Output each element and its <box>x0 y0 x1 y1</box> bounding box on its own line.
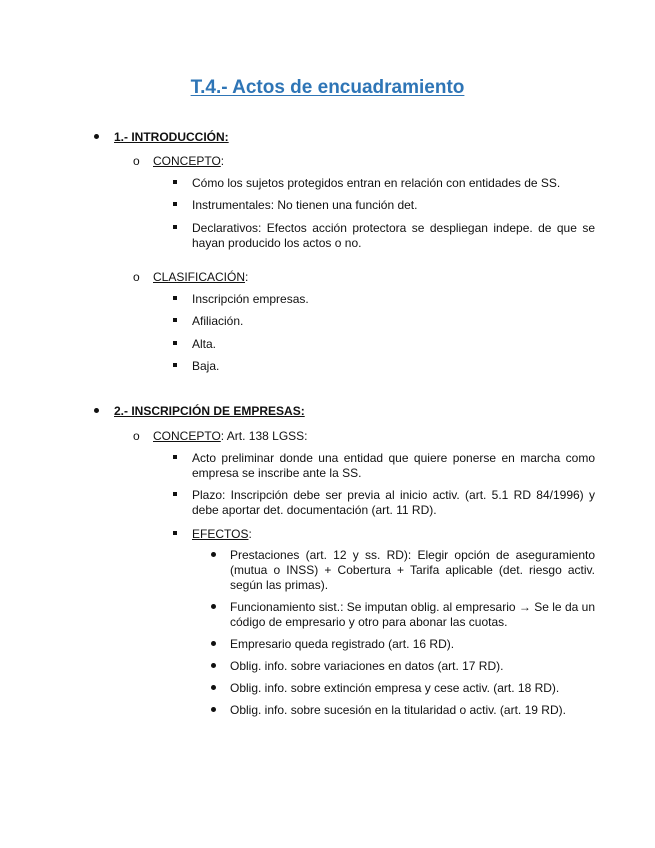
square-bullet <box>173 341 177 345</box>
list-item: Oblig. info. sobre variaciones en datos (art. 17 RD). <box>230 659 504 673</box>
list-item: Alta. <box>192 337 217 351</box>
square-bullet <box>173 455 177 459</box>
list-item: Prestaciones (art. 12 y ss. RD): Elegir opción de aseguramiento (mutua o INSS) + Cobertura + Tarifa aplicable (det. riesgo activ. según las primas). <box>230 548 595 592</box>
square-bullet <box>173 202 177 206</box>
round-bullet <box>211 552 216 557</box>
list-item: Baja. <box>192 359 220 373</box>
square-bullet <box>173 296 177 300</box>
section-heading: 2.- INSCRIPCIÓN DE EMPRESAS: <box>114 404 305 418</box>
square-bullet <box>173 531 177 535</box>
list-item: Acto preliminar donde una entidad que quiere ponerse en marcha como empresa se inscribe ante la SS. <box>192 451 595 480</box>
subheading-clasificacion: CLASIFICACIÓN: <box>153 270 249 284</box>
round-bullet <box>211 641 216 646</box>
list-item: Instrumentales: No tienen una función det. <box>192 198 418 212</box>
list-item: Afiliación. <box>192 314 244 328</box>
square-bullet <box>173 492 177 496</box>
subheading-concepto: CONCEPTO: <box>153 154 225 168</box>
list-item: Oblig. info. sobre extinción empresa y cese activ. (art. 18 RD). <box>230 681 560 695</box>
list-item: Cómo los sujetos protegidos entran en relación con entidades de SS. <box>192 176 561 190</box>
list-item: Oblig. info. sobre sucesión en la titularidad o activ. (art. 19 RD). <box>230 703 566 717</box>
square-bullet <box>173 180 177 184</box>
sub-bullet-o: o <box>133 270 140 284</box>
list-item: Inscripción empresas. <box>192 292 309 306</box>
list-item: Declarativos: Efectos acción protectora se despliegan indepe. de que se hayan producido los actos o no. <box>192 221 595 250</box>
list-item: Funcionamiento sist.: Se imputan oblig. al empresario → Se le da un código de empresario y otro para abonar las cuotas. <box>230 600 595 629</box>
square-bullet <box>173 225 177 229</box>
subheading-efectos: EFECTOS: <box>192 527 252 541</box>
square-bullet <box>173 318 177 322</box>
square-bullet <box>173 363 177 367</box>
sub-bullet-o: o <box>133 154 140 168</box>
round-bullet <box>211 663 216 668</box>
section-bullet <box>94 134 99 139</box>
sub-bullet-o: o <box>133 429 140 443</box>
document-title: T.4.- Actos de encuadramiento <box>190 77 465 98</box>
list-item: Plazo: Inscripción debe ser previa al inicio activ. (art. 5.1 RD 84/1996) y debe aportar det. documentación (art. 11 RD). <box>192 488 595 517</box>
round-bullet <box>211 685 216 690</box>
section-bullet <box>94 408 99 413</box>
round-bullet <box>211 604 216 609</box>
section-heading: 1.- INTRODUCCIÓN: <box>114 130 229 144</box>
round-bullet <box>211 707 216 712</box>
subheading-concepto: CONCEPTO: Art. 138 LGSS: <box>153 429 308 443</box>
list-item: Empresario queda registrado (art. 16 RD). <box>230 637 455 651</box>
